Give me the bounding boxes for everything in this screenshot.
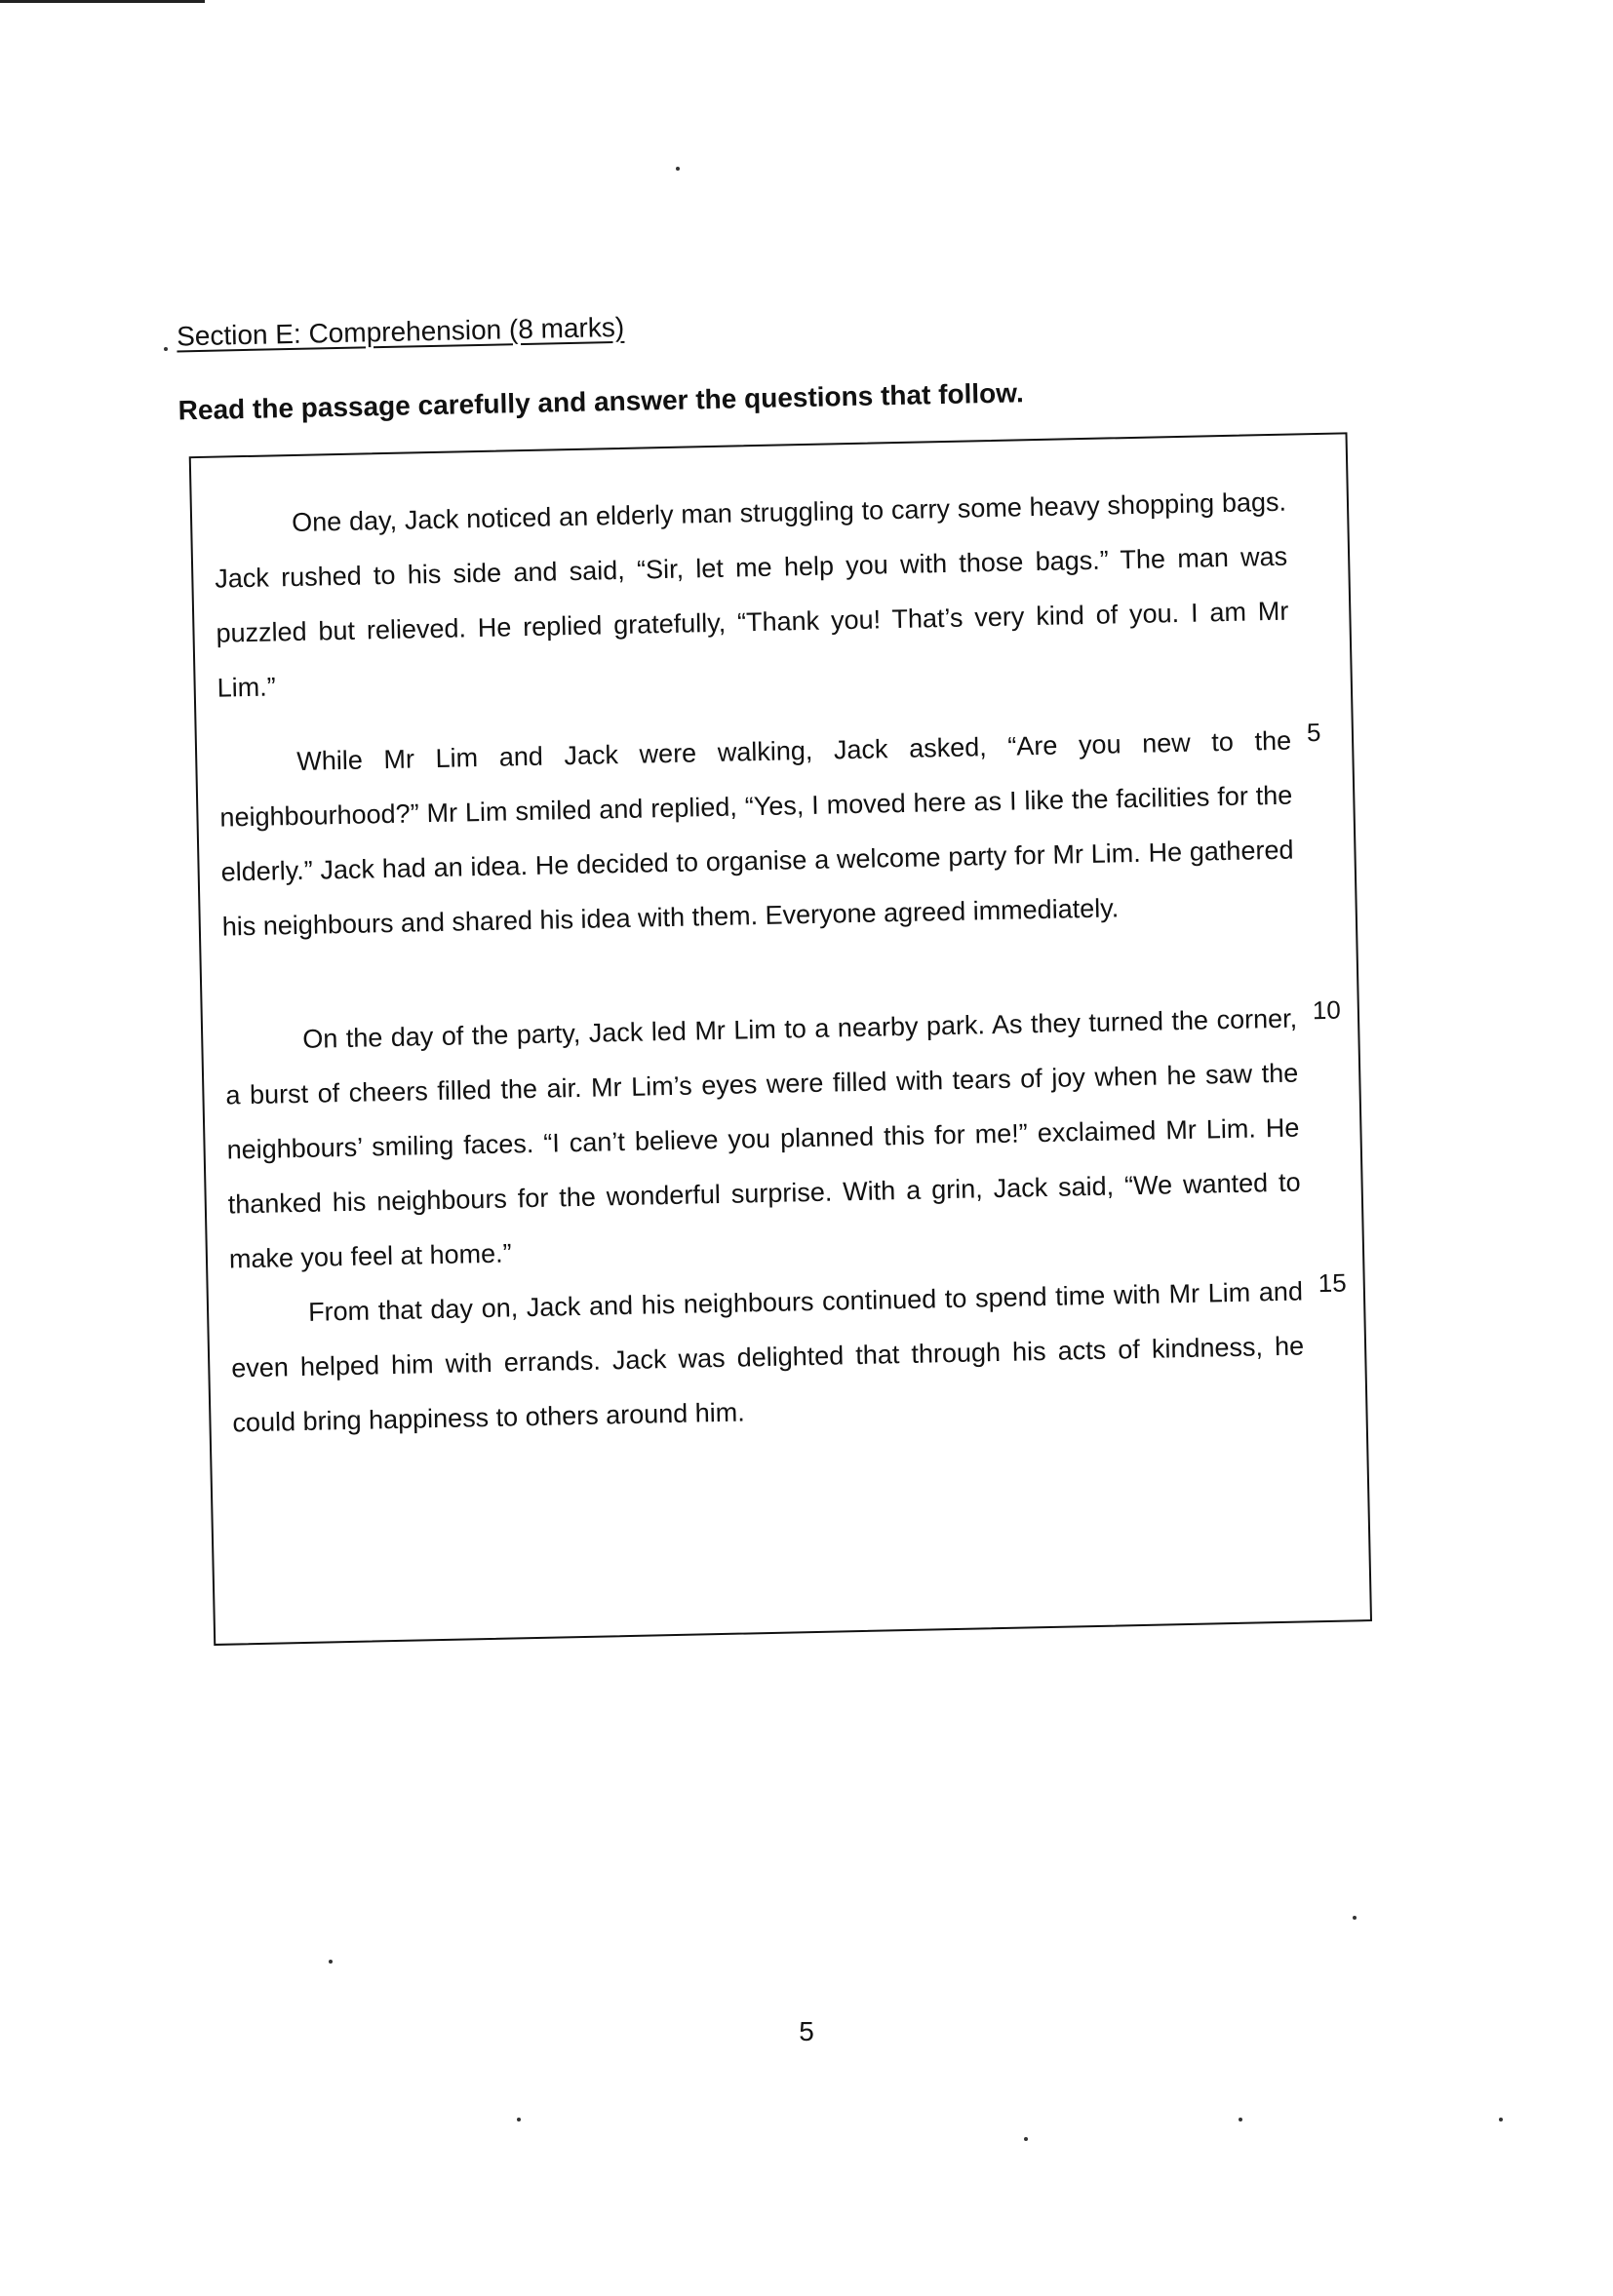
section-title: Section E: Comprehension (8 marks) (176, 311, 625, 352)
page-number: 5 (799, 2016, 814, 2046)
instruction-text: Read the passage carefully and answer the questions that follow. (177, 377, 1025, 426)
top-edge-rule (0, 0, 205, 3)
passage-box (189, 432, 1372, 1646)
passage-paragraph-4: From that day on, Jack and his neighbours continued to spend time with Mr Lim and even helped him with errands. Jack was delighted that through his acts of kindness, he could bring happiness to others around him. (231, 1276, 1305, 1438)
passage-paragraph-2: While Mr Lim and Jack were walking, Jack asked, “Are you new to the neighbourhood?” Mr Lim smiled and replied, “Yes, I moved here as I like the facilities for the elderly.” Jack had an idea. He decided to organise a welcome party for Mr Lim. He gathered his neighbours and shared his idea with them. Everyone agreed immediately. (219, 725, 1294, 942)
line-number-10: 10 (1312, 994, 1342, 1026)
passage-paragraph-3: On the day of the party, Jack led Mr Lim to a nearby park. As they turned the corner, a burst of cheers filled the air. Mr Lim’s eyes were filled with tears of joy when he saw the neighbours’ smiling faces. “I can’t believe you planned this for me!” exclaimed Mr Lim. He thanked his neighbours for the wonderful surprise. With a grin, Jack said, “We wanted to make you feel at home.” (225, 1003, 1301, 1274)
line-number-15: 15 (1318, 1267, 1347, 1299)
line-number-5: 5 (1306, 717, 1321, 748)
passage-paragraph-1: One day, Jack noticed an elderly man struggling to carry some heavy shopping bags. Jack rushed to his side and said, “Sir, let me help you with those bags.” The man was puzzled but relieved. He replied gratefully, “Thank you! That’s very kind of you. I am Mr Lim.” (215, 486, 1289, 703)
